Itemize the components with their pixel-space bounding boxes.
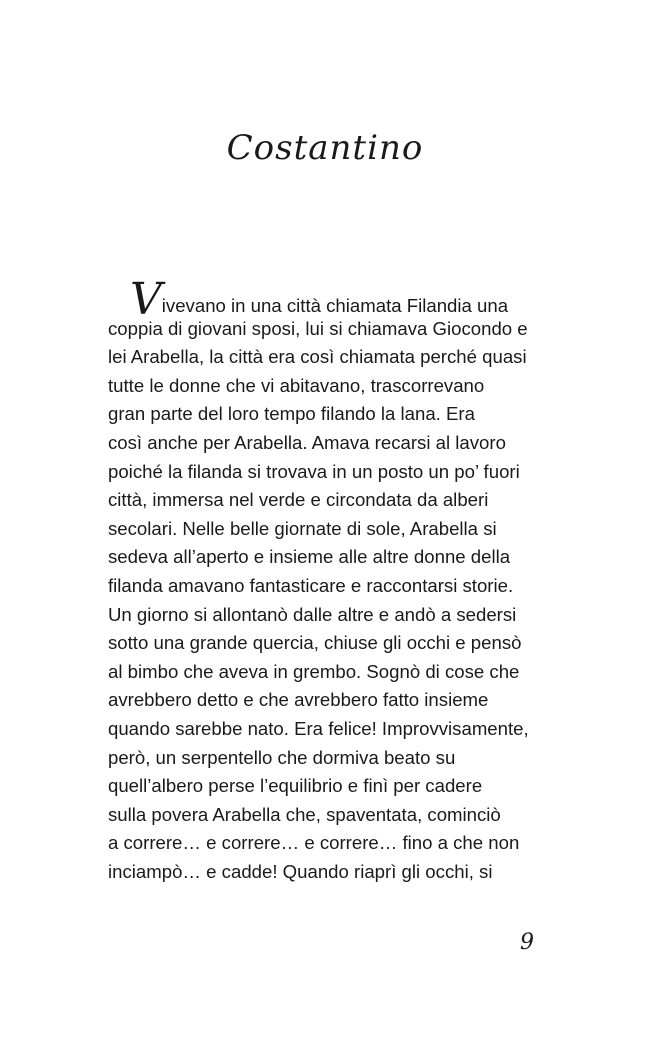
- text-line: al bimbo che aveva in grembo. Sognò di cose che: [108, 660, 520, 682]
- story-text: [108, 274, 578, 886]
- chapter-title: Costantino: [226, 128, 424, 168]
- text-line: quell’albero perse l’equilibrio e finì per cadere: [108, 775, 483, 797]
- text-line: filanda amavano fantasticare e raccontarsi storie.: [108, 574, 514, 596]
- drop-cap: V: [130, 274, 162, 325]
- text-line: gran parte del loro tempo filando la lana. Era: [108, 403, 475, 425]
- text-line: inciampò… e cadde! Quando riaprì gli occhi, si: [108, 860, 493, 882]
- text-line: sulla povera Arabella che, spaventata, cominciò: [108, 803, 501, 825]
- text-line: Un giorno si allontanò dalle altre e andò a sedersi: [108, 603, 517, 625]
- text-line: sedeva all’aperto e insieme alle altre donne della: [108, 546, 511, 568]
- text-line: secolari. Nelle belle giornate di sole, Arabella si: [108, 517, 497, 539]
- text-line: tutte le donne che vi abitavano, trascorrevano: [108, 374, 485, 396]
- text-line: così anche per Arabella. Amava recarsi al lavoro: [108, 431, 506, 453]
- text-line: poiché la filanda si trovava in un posto un po’ fuori: [108, 460, 520, 482]
- text-line: [108, 274, 578, 325]
- text-line: avrebbero detto e che avrebbero fatto insieme: [108, 689, 489, 711]
- text-line: lei Arabella, la città era così chiamata perché quasi: [108, 346, 527, 368]
- text-line: città, immersa nel verde e circondata da alberi: [108, 489, 489, 511]
- text-line: coppia di giovani sposi, lui si chiamava Giocondo e: [108, 317, 528, 339]
- text-line: quando sarebbe nato. Era felice! Improvvisamente,: [108, 717, 529, 739]
- page-number: 9: [520, 930, 534, 955]
- text-line: a correre… e correre… e correre… fino a che non: [108, 832, 520, 854]
- text-line: però, un serpentello che dormiva beato su: [108, 746, 456, 768]
- text-line-content: ivevano in una città chiamata Filandia una: [161, 295, 509, 316]
- text-line: sotto una grande quercia, chiuse gli occhi e pensò: [108, 632, 522, 654]
